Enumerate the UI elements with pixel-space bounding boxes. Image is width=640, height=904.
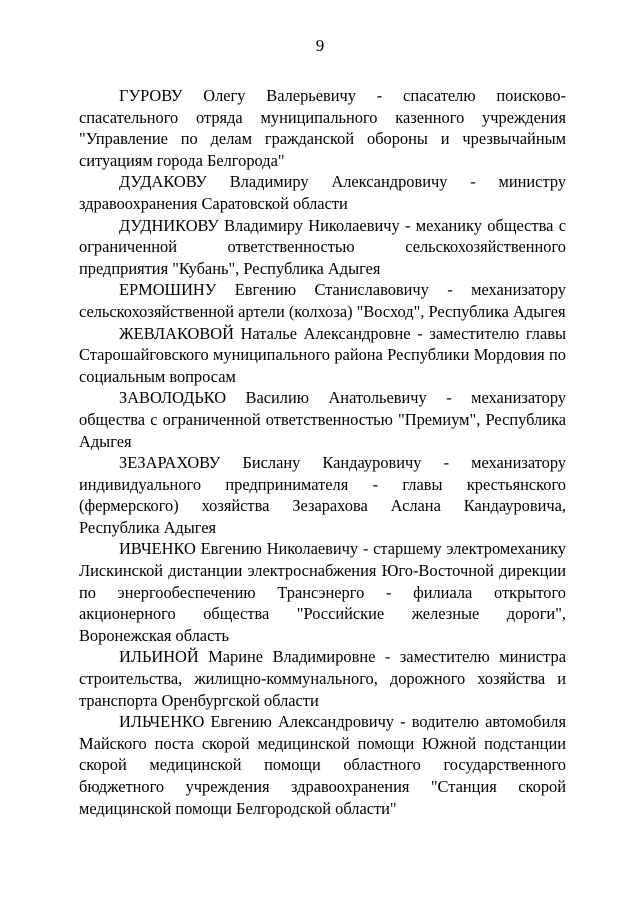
list-item: ЗАВОЛОДЬКО Василию Анатольевичу - механизатору общества с ограниченной ответственностью "Премиум", Республика Адыгея (79, 388, 566, 451)
list-item: ДУДАКОВУ Владимиру Александровичу - министру здравоохранения Саратовской области (79, 172, 566, 213)
list-item: ЖЕВЛАКОВОЙ Наталье Александровне - заместителю главы Старошайговского муниципального района Республики Мордовия по социальным вопросам (79, 323, 566, 386)
list-item: ИВЧЕНКО Евгению Николаевичу - старшему электромеханику Лискинской дистанции электроснабжения Юго-Восточной дирекции по энергообеспечению Трансэнерго - филиала открытого акционерного общества "Российские железные дороги", Воронежская область (79, 539, 566, 645)
list-item: ДУДНИКОВУ Владимиру Николаевичу - механику общества с ограниченной ответственностью сельскохозяйственного предприятия "Кубань", Республика Адыгея (79, 215, 566, 278)
list-item: ИЛЬЧЕНКО Евгению Александровичу - водителю автомобиля Майского поста скорой медицинской помощи Южной подстанции скорой медицинской помощи областного государственного бюджетного учреждения здравоохранения "Станция скорой медицинской помощи Белгородской области" (79, 712, 566, 818)
list-item: ЗЕЗАРАХОВУ Бислану Кандауровичу - механизатору индивидуального предпринимателя - главы крестьянского (фермерского) хозяйства Зезарахова Аслана Кандауровича, Республика Адыгея (79, 453, 566, 537)
list-item: ИЛЬИНОЙ Марине Владимировне - заместителю министра строительства, жилищно-коммунального, дорожного хозяйства и транспорта Оренбургской области (79, 647, 566, 710)
list-item: ЕРМОШИНУ Евгению Станиславовичу - механизатору сельскохозяйственной артели (колхоза) "Восход", Республика Адыгея (79, 280, 566, 321)
award-list (79, 85, 566, 819)
list-item: ГУРОВУ Олегу Валерьевичу - спасателю поисково-спасательного отряда муниципального казенного учреждения "Управление по делам гражданской обороны и чрезвычайным ситуациям города Белгорода" (79, 86, 566, 170)
page-number: 9 (315, 36, 325, 55)
